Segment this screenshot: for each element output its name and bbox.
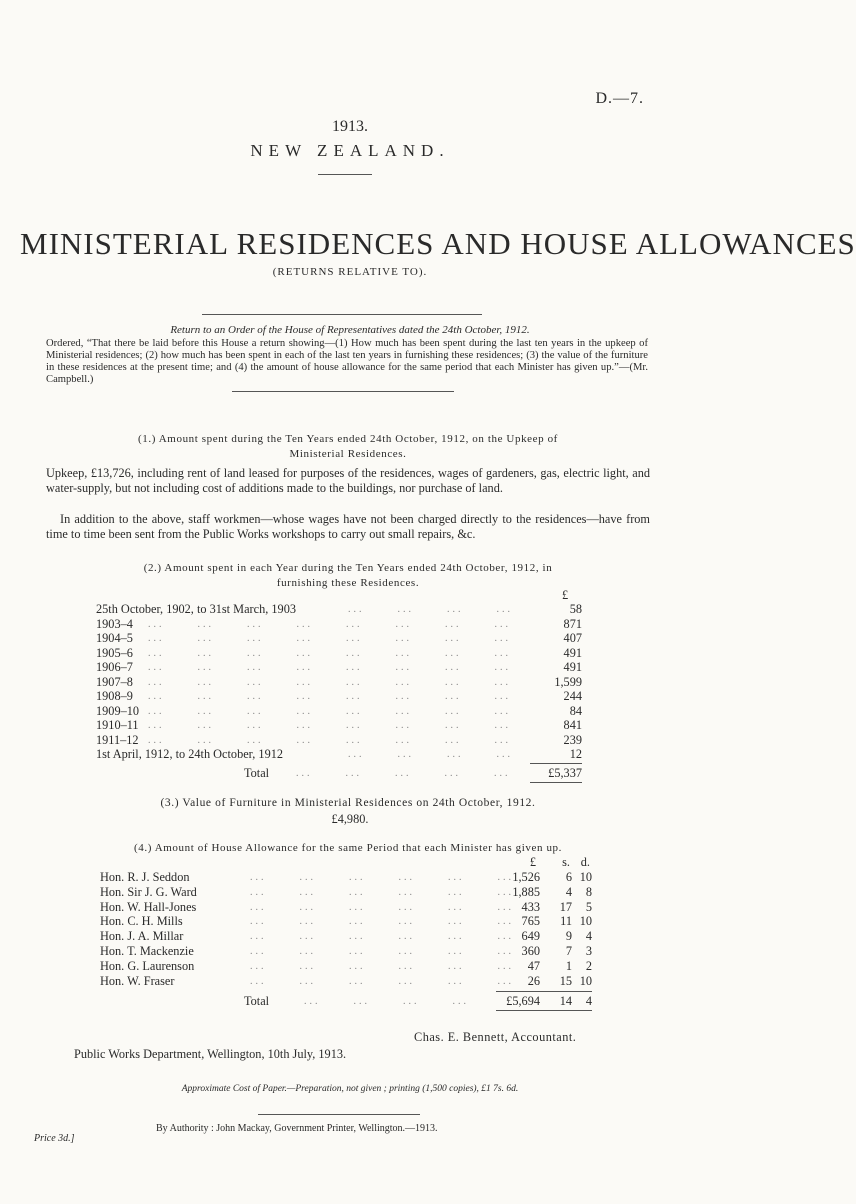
dateline: Public Works Department, Wellington, 10th July, 1913. (74, 1047, 347, 1061)
leader-dots: ... ... ... ... (348, 749, 513, 760)
furnishing-amount: 244 (563, 689, 582, 703)
furnishing-amount: 1,599 (554, 674, 582, 689)
allowance-row (100, 900, 592, 915)
allowance-total-row (100, 994, 592, 1009)
section-2-currency-header: £ (562, 588, 569, 602)
furnishing-period: 1907–8 (96, 674, 133, 689)
footer-divider (258, 1114, 420, 1115)
allowance-total-shillings: 14 (559, 994, 572, 1008)
section-1-paragraph-1: Upkeep, £13,726, including rent of land leased for purposes of the residences, wages of gardeners, gas, electric light, and water-supply, but not including cost of additions made to the buildings, nor purchase of land. (46, 466, 650, 495)
leader-dots: ... ... ... ... ... ... (250, 886, 514, 898)
minister-name: Hon. W. Fraser (100, 973, 175, 988)
furnishing-total-amount: £5,337 (548, 766, 582, 780)
allowance-pounds: 433 (521, 899, 540, 914)
leader-dots: ... ... ... ... ... ... ... ... (148, 734, 511, 746)
section-2-heading-line1: (2.) Amount spent in each Year during the Ten Years ended 24th October, 1912, in (143, 562, 553, 574)
allowance-pounds: 649 (521, 929, 540, 944)
furnishing-total-underline (530, 782, 582, 783)
allowance-total-label: Total (244, 994, 270, 1008)
allowance-pence: 2 (585, 958, 592, 973)
furnishing-amount: 491 (563, 645, 582, 660)
minister-name: Hon. T. Mackenzie (100, 944, 194, 958)
price-note: Price 3d.] (34, 1133, 75, 1144)
paper-cost-note: Approximate Cost of Paper.—Preparation, not given ; printing (1,500 copies), £1 7s. 6d. (181, 1084, 519, 1094)
allowance-shillings: 17 (559, 899, 572, 914)
section-2-heading-line2: furnishing these Residences. (276, 577, 420, 589)
furnishing-total-rule (530, 763, 582, 764)
section-1-heading (46, 432, 650, 462)
allowance-pounds: 360 (521, 944, 540, 958)
return-order-line: Return to an Order of the House of Representatives dated the 24th October, 1912. (170, 324, 530, 336)
shillings-column-header: s. (562, 855, 570, 869)
pence-column-header: d. (580, 855, 590, 869)
leader-dots: ... ... ... ... ... ... (250, 901, 514, 913)
furnishing-row (96, 733, 582, 748)
allowance-shillings: 4 (565, 884, 572, 899)
allowance-pounds: 765 (521, 914, 540, 929)
document-title: MINISTERIAL RESIDENCES AND HOUSE ALLOWANCES (20, 226, 856, 261)
minister-name: Hon. R. J. Seddon (100, 870, 190, 884)
furnishing-amount: 407 (563, 631, 582, 645)
furniture-value: £4,980. (331, 812, 369, 826)
furnishing-amount: 841 (563, 718, 582, 732)
leader-dots: ... ... ... ... ... ... (250, 916, 514, 928)
publication-year: 1913. (332, 118, 368, 135)
section-4-heading: (4.) Amount of House Allowance for the same Period that each Minister has given up. (134, 842, 562, 854)
furnishing-row (96, 617, 582, 632)
furnishing-period: 1908–9 (96, 689, 133, 703)
header-divider (318, 174, 372, 175)
document-reference: D.—7. (595, 90, 644, 107)
furnishing-row (96, 660, 582, 675)
furnishing-total-dots: ... ... ... ... ... (296, 768, 511, 779)
section-2-heading (46, 561, 650, 591)
furnishing-period: 1st April, 1912, to 24th October, 1912 (96, 747, 284, 761)
furnishing-amount: 84 (569, 703, 582, 718)
section-3-heading: (3.) Value of Furniture in Ministerial Residences on 24th October, 1912. (160, 797, 536, 809)
allowance-pence: 10 (579, 973, 592, 988)
allowance-total-pence: 4 (585, 994, 592, 1008)
section-1-paragraph-2: In addition to the above, staff workmen—whose wages have not been charged directly to the residences—have from time to time been sent from the Public Works workshops to carry out small repairs, &c. (46, 512, 650, 541)
allowance-total-rule (496, 991, 592, 992)
furnishing-total-row (96, 766, 582, 781)
allowance-pence: 3 (585, 944, 592, 958)
furnishing-row (96, 631, 582, 646)
order-top-divider (202, 314, 482, 315)
section-1-heading-line1: (1.) Amount spent during the Ten Years ended 24th October, 1912, on the Upkeep of (138, 433, 558, 445)
leader-dots: ... ... ... ... ... ... ... ... (148, 618, 511, 630)
allowance-row (100, 959, 592, 974)
furnishing-row (96, 675, 582, 690)
allowance-row (100, 870, 592, 885)
allowance-pence: 10 (579, 870, 592, 884)
allowance-shillings: 11 (560, 914, 572, 929)
furnishing-amount: 871 (563, 616, 582, 631)
leader-dots: ... ... ... ... ... ... ... ... (148, 691, 511, 702)
printer-authority: By Authority : John Mackay, Government Printer, Wellington.—1913. (156, 1123, 438, 1134)
furnishing-row (96, 602, 582, 617)
leader-dots: ... ... ... ... ... ... ... ... (148, 705, 511, 717)
furnishing-period: 1904–5 (96, 631, 133, 645)
furnishing-row (96, 718, 582, 733)
minister-name: Hon. W. Hall-Jones (100, 899, 197, 914)
leader-dots: ... ... ... ... ... ... (250, 946, 514, 957)
leader-dots: ... ... ... ... ... ... (250, 975, 514, 987)
signature: Chas. E. Bennett, Accountant. (414, 1030, 577, 1044)
furnishing-row (96, 747, 582, 762)
document-subtitle: (RETURNS RELATIVE TO). (272, 266, 428, 278)
leader-dots: ... ... ... ... ... ... ... ... (148, 662, 511, 673)
allowance-pounds: 26 (527, 973, 540, 988)
allowance-shillings: 7 (565, 944, 572, 958)
leader-dots: ... ... ... ... ... ... (250, 872, 514, 883)
allowance-pence: 5 (585, 899, 592, 914)
country-heading: NEW ZEALAND. (250, 141, 450, 160)
minister-name: Hon. Sir J. G. Ward (100, 884, 197, 899)
allowance-column-headers (100, 855, 592, 870)
furnishing-period: 1903–4 (96, 616, 133, 631)
allowance-row (100, 944, 592, 959)
allowance-pence: 8 (585, 884, 592, 899)
allowance-pence: 10 (579, 914, 592, 929)
allowance-pounds: 47 (527, 958, 540, 973)
furnishing-period: 1909–10 (96, 703, 140, 718)
furnishing-period: 1910–11 (96, 718, 139, 732)
leader-dots: ... ... ... ... ... ... ... ... (148, 633, 511, 644)
order-bottom-divider (232, 391, 454, 392)
allowance-total-dots: ... ... ... ... (304, 996, 469, 1007)
furnishing-amount: 12 (569, 747, 582, 761)
allowance-shillings: 6 (565, 870, 572, 884)
leader-dots: ... ... ... ... ... ... ... ... (148, 647, 511, 659)
minister-name: Hon. J. A. Millar (100, 929, 184, 944)
allowance-row (100, 974, 592, 989)
furnishing-period: 1905–6 (96, 645, 133, 660)
furnishing-amount: 58 (569, 602, 582, 616)
allowance-shillings: 1 (565, 958, 572, 973)
allowance-pence: 4 (585, 929, 592, 944)
minister-name: Hon. C. H. Mills (100, 914, 183, 929)
furnishing-period: 25th October, 1902, to 31st March, 1903 (96, 602, 296, 616)
allowance-total-pounds: £5,694 (506, 994, 540, 1008)
furnishing-row (96, 704, 582, 719)
leader-dots: ... ... ... ... (348, 604, 513, 615)
allowance-shillings: 15 (559, 973, 572, 988)
allowance-row (100, 914, 592, 929)
section-1-heading-line2: Ministerial Residences. (289, 448, 407, 460)
allowance-pounds: 1,526 (512, 870, 540, 884)
minister-name: Hon. G. Laurenson (100, 958, 195, 973)
allowance-row (100, 929, 592, 944)
allowance-row (100, 885, 592, 900)
pounds-column-header: £ (529, 855, 536, 869)
allowance-total-underline (496, 1010, 592, 1011)
leader-dots: ... ... ... ... ... ... ... ... (148, 720, 511, 731)
furnishing-total-label: Total (244, 766, 270, 780)
leader-dots: ... ... ... ... ... ... (250, 960, 514, 972)
furnishing-row (96, 646, 582, 661)
allowance-pounds: 1,885 (512, 884, 540, 899)
furnishing-amount: 491 (563, 660, 582, 674)
allowance-shillings: 9 (565, 929, 572, 944)
furnishing-row (96, 689, 582, 704)
furnishing-period: 1911–12 (96, 732, 139, 747)
order-text: Ordered, “That there be laid before this House a return showing—(1) How much has been spent during the last ten years in the upkeep of Ministerial residences; (2) how much has been spent in each of the last ten years in furnishing these residences; (3) the value of the furniture in these residences at the present time; and (4) the amount of house allowance for the same period that each Minister has given up.”—(Mr. Campbell.) (46, 338, 648, 385)
leader-dots: ... ... ... ... ... ... (250, 931, 514, 943)
leader-dots: ... ... ... ... ... ... ... ... (148, 676, 511, 688)
furnishing-amount: 239 (563, 732, 582, 747)
furnishing-period: 1906–7 (96, 660, 133, 674)
